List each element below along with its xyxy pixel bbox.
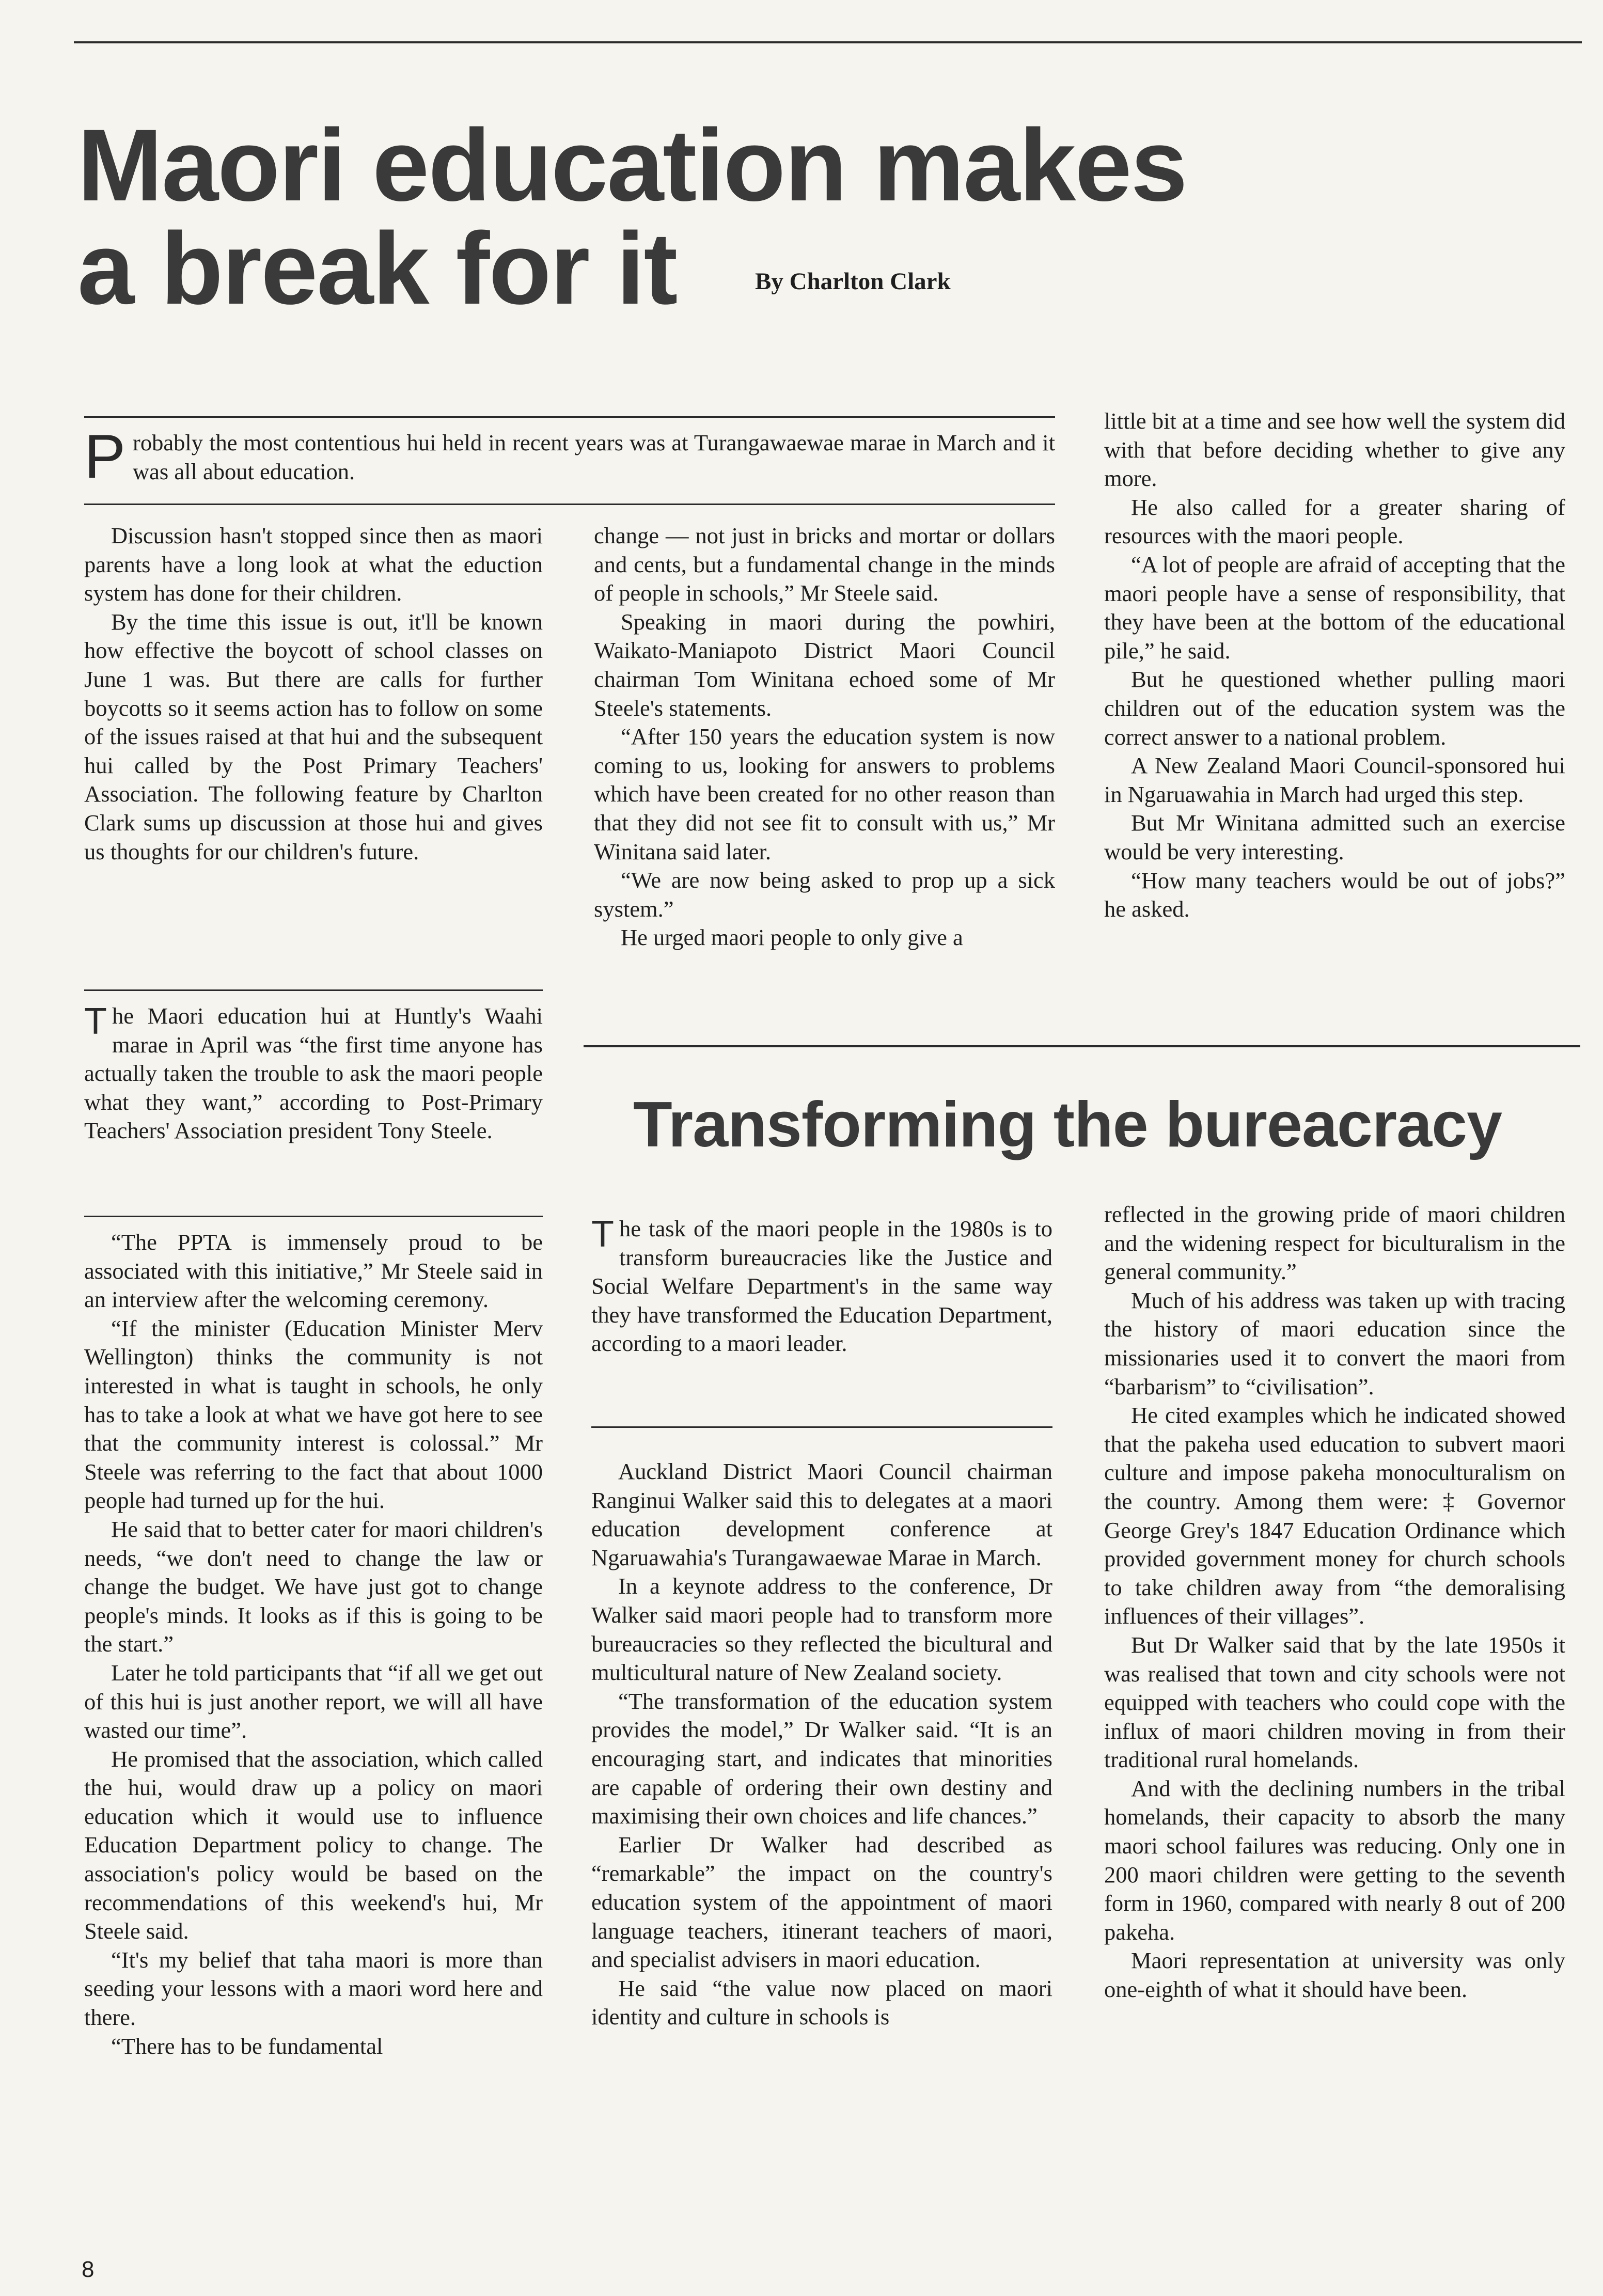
second-col3-paragraph: reflected in the growing pride of maori children and the widening respect for biculturalism in the general community.” <box>1104 1201 1565 1285</box>
sub-intro-dropcap: T <box>84 1001 107 1042</box>
col3-paragraph: A New Zealand Maori Council-sponsored hui in Ngaruawahia in March had urged this step. <box>1104 752 1565 807</box>
second-col3-paragraph: Much of his address was taken up with tracing the history of maori education since the missionaries used it to convert the maori from “barbarism” to “civilisation”. <box>1104 1287 1565 1399</box>
second-col3-paragraph: And with the declining numbers in the tribal homelands, their capacity to absorb the many maori school failures was reducing. Only one in 200 maori children were getting to the seventh form in 1960, compared with nearly 8 out of 200 pakeha. <box>1104 1775 1565 1945</box>
second-col3-paragraph: He cited examples which he indicated showed that the pakeha used education to subvert maori culture and impose pakeha monoculturalism on the country. Among them were: ‡ Governor George Grey's 1847 Education Ordinance which provided government money for church schools to take children away from “the demoralising influences of their villages”. <box>1104 1402 1565 1629</box>
col1-lower-paragraph: “It's my belief that taha maori is more than seeding your lessons with a maori word here and there. <box>84 1946 543 2031</box>
col1-mid-rule-top <box>84 989 543 991</box>
second-col2-paragraph: Earlier Dr Walker had described as “remarkable” the impact on the country's education system of the appointment of maori language teachers, itinerant teachers of maori, and specialist advisers in maori education. <box>591 1831 1052 1973</box>
col1-sub-intro <box>84 1002 543 1145</box>
second-col3 <box>1104 1200 1565 2004</box>
second-col2 <box>591 1457 1052 2032</box>
col1-paragraph: Discussion hasn't stopped since then as maori parents have a long look at what the eduction system has done for their children. <box>84 523 543 606</box>
col3-paragraph: He also called for a greater sharing of resources with the maori people. <box>1104 494 1565 549</box>
second-intro-text: he task of the maori people in the 1980s is to transform bureaucracies like the Justice and Social Welfare Department's in the same way they have transformed the Education Department, according to a maori leader. <box>591 1216 1052 1357</box>
col3-paragraph: little bit at a time and see how well the system did with that before deciding whether to give any more. <box>1104 408 1565 492</box>
col2-paragraph: “After 150 years the education system is now coming to us, looking for answers to problems which have been created for no other reason than that they did not see fit to consult with us,” Mr Winitana said later. <box>594 724 1055 864</box>
top-rule <box>74 41 1582 43</box>
intro-top-rule <box>84 416 1055 418</box>
col2-paragraph: He urged maori people to only give a <box>621 924 963 951</box>
col1-lower-paragraph: He promised that the association, which called the hui, would draw up a policy on maori education which it would use to influence Education Department policy to change. The association's policy would be based on the recommendations of this weekend's hui, Mr Steele said. <box>84 1745 543 1944</box>
second-intro-bottom-rule <box>591 1426 1052 1428</box>
col1-lower-paragraph: He said that to better cater for maori children's needs, “we don't need to change the law or change the budget. We have just got to change people's minds. It looks as if this is going to be the start.” <box>84 1516 543 1657</box>
main-intro <box>84 422 1055 491</box>
intro-bottom-rule <box>84 504 1055 505</box>
col1-lower-paragraph: “If the minister (Education Minister Merv Wellington) thinks the community is not interested in what is taught in schools, he only has to take a look at what we have got here to see that the community interest is colossal.” Mr Steele was referring to the fact that about 1000 people had turned up for the hui. <box>84 1315 543 1514</box>
page-number: 8 <box>82 2257 95 2282</box>
col3-paragraph: But he questioned whether pulling maori children out of the education system was the correct answer to a national problem. <box>1104 666 1565 750</box>
col2-paragraph: “We are now being asked to prop up a sick system.” <box>594 867 1055 922</box>
intro-text: robably the most contentious hui held in recent years was at Turangawaewae marae in March and it was all about education. <box>133 430 1055 484</box>
sub-intro-text: he Maori education hui at Huntly's Waahi marae in April was “the first time anyone has actually taken the trouble to ask the maori people what they want,” according to Post-Primary Teachers' Association president Tony Steele. <box>84 1003 543 1144</box>
col3-paragraph: But Mr Winitana admitted such an exercise would be very interesting. <box>1104 810 1565 864</box>
main-headline-line1: Maori education makes <box>77 108 1187 222</box>
col3-paragraph: “How many teachers would be out of jobs?” he asked. <box>1104 867 1565 922</box>
second-intro-paragraph <box>591 1215 1052 1358</box>
second-col3-paragraph: Maori representation at university was only one-eighth of what it should have been. <box>1104 1947 1565 2003</box>
col1-lower <box>84 1228 543 2061</box>
col3-paragraph: “A lot of people are afraid of accepting that the maori people have a sense of responsibility, that they have been at the bottom of the educational pile,” he said. <box>1104 551 1565 664</box>
second-col2-paragraph: In a keynote address to the conference, Dr Walker said maori people had to transform more bureaucracies so they reflected the bicultural and multicultural nature of New Zealand society. <box>591 1573 1052 1686</box>
col2-paragraph: Speaking in maori during the powhiri, Waikato-Maniapoto District Maori Council chairman Tom Winitana echoed some of Mr Steele's statements. <box>594 608 1055 721</box>
second-intro-dropcap: T <box>591 1214 614 1255</box>
intro-dropcap: P <box>84 422 126 491</box>
byline: By Charlton Clark <box>755 268 951 295</box>
section-divider-rule <box>584 1045 1580 1047</box>
col1-lower-paragraph: “The PPTA is immensely proud to be associated with this initiative,” Mr Steele said in an interview after the welcoming ceremony. <box>84 1229 543 1313</box>
second-intro <box>591 1215 1052 1358</box>
second-col2-paragraph: Auckland District Maori Council chairman Ranginui Walker said this to delegates at a maori education development conference at Ngaruawahia's Turangawaewae Marae in March. <box>591 1458 1052 1570</box>
col2-paragraph: change — not just in bricks and mortar or dollars and cents, but a fundamental change in the minds of people in schools,” Mr Steele said. <box>594 523 1055 606</box>
second-col2-paragraph: He said “the value now placed on maori identity and culture in schools is <box>591 1975 1052 2030</box>
col1-mid-rule-bottom <box>84 1216 543 1217</box>
col1-paragraph: By the time this issue is out, it'll be known how effective the boycott of school classes on June 1 was. But there are calls for further boycotts so it seems action has to follow on some of the issues raised at that hui and the subsequent hui called by the Post Primary Teachers' Association. The following feature by Charlton Clark sums up discussion at those hui and gives us thoughts for our children's future. <box>84 608 543 864</box>
col2-upper <box>594 522 1055 952</box>
section-headline: Transforming the bureacracy <box>633 1089 1502 1160</box>
col3-upper <box>1104 407 1565 924</box>
sub-intro-paragraph <box>84 1002 543 1145</box>
second-col2-paragraph: “The transformation of the education system provides the model,” Dr Walker said. “It is an encouraging start, and indicates that minorities are capable of ordering their own destiny and maximising their own choices and life chances.” <box>591 1688 1052 1829</box>
main-headline-line2: a break for it <box>77 211 677 325</box>
col1-lower-paragraph: Later he told participants that “if all we get out of this hui is just another report, we will all have wasted our time”. <box>84 1659 543 1743</box>
col1-upper <box>84 522 543 866</box>
second-col3-paragraph: But Dr Walker said that by the late 1950s it was realised that town and city schools were not equipped with teachers who could cope with the influx of maori children moving in from their traditional rural homelands. <box>1104 1631 1565 1773</box>
col1-lower-paragraph: “There has to be fundamental <box>111 2033 383 2059</box>
